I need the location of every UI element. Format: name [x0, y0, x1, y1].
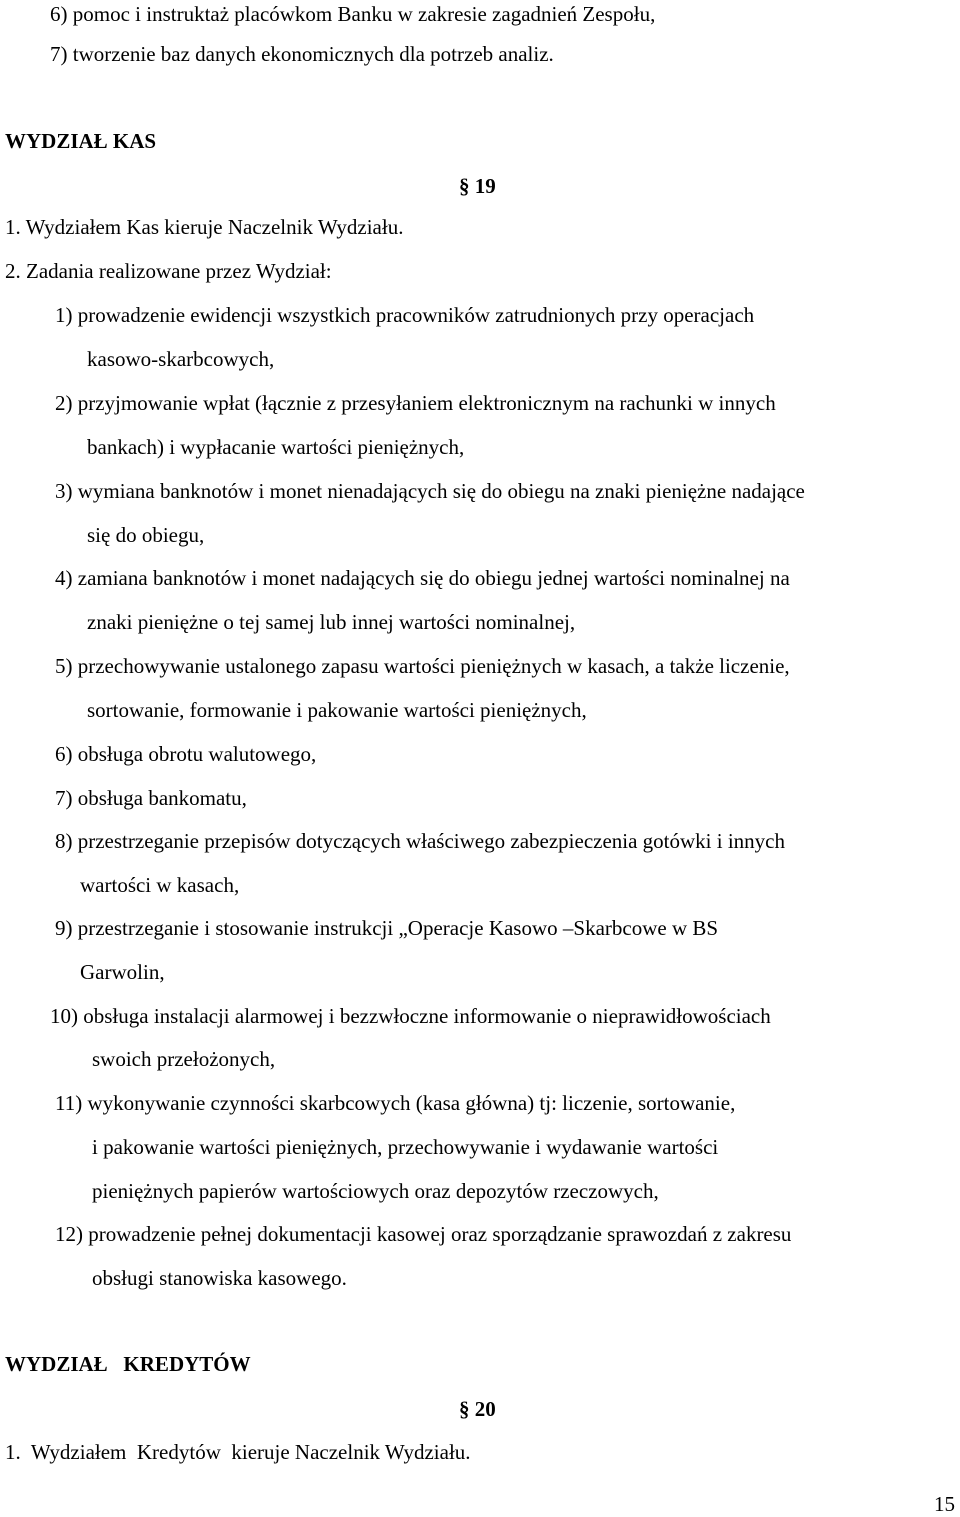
task-line: 10) obsługa instalacji alarmowej i bezzwłoczne informowanie o nieprawidłowościach [50, 1004, 771, 1028]
task-line: kasowo-skarbcowych, [87, 347, 275, 371]
task-line: 7) obsługa bankomatu, [55, 786, 247, 810]
paragraph-number-19: § 19 [459, 174, 496, 198]
point-1: 1. Wydziałem Kas kieruje Naczelnik Wydziału. [5, 215, 404, 239]
section-heading-kas: WYDZIAŁ KAS [5, 129, 157, 153]
task-line: sortowanie, formowanie i pakowanie wartości pieniężnych, [87, 698, 587, 722]
list-item: 7) tworzenie baz danych ekonomicznych dla potrzeb analiz. [50, 42, 554, 66]
task-line: wartości w kasach, [80, 873, 240, 897]
task-line: i pakowanie wartości pieniężnych, przechowywanie i wydawanie wartości [92, 1135, 719, 1159]
task-line: 8) przestrzeganie przepisów dotyczących właściwego zabezpieczenia gotówki i innych [55, 829, 786, 853]
point-2: 2. Zadania realizowane przez Wydział: [5, 259, 332, 283]
task-line: 1) prowadzenie ewidencji wszystkich pracowników zatrudnionych przy operacjach [55, 303, 755, 327]
point-1: 1. Wydziałem Kredytów kieruje Naczelnik Wydziału. [5, 1440, 471, 1464]
task-line: 9) przestrzeganie i stosowanie instrukcji „Operacje Kasowo –Skarbcowe w BS [55, 916, 719, 940]
task-line: znaki pieniężne o tej samej lub innej wartości nominalnej, [87, 610, 576, 634]
page-number: 15 [934, 1492, 955, 1516]
task-line: bankach) i wypłacanie wartości pieniężnych, [87, 435, 465, 459]
task-line: swoich przełożonych, [92, 1047, 276, 1071]
task-line: 4) zamiana banknotów i monet nadających się do obiegu jednej wartości nominalnej na [55, 566, 790, 590]
list-item: 6) pomoc i instruktaż placówkom Banku w zakresie zagadnień Zespołu, [50, 2, 656, 26]
task-line: 2) przyjmowanie wpłat (łącznie z przesyłaniem elektronicznym na rachunki w innych [55, 391, 776, 415]
task-line: się do obiegu, [87, 523, 205, 547]
task-line: obsługi stanowiska kasowego. [92, 1266, 347, 1290]
task-line: 6) obsługa obrotu walutowego, [55, 742, 317, 766]
paragraph-number-20: § 20 [459, 1397, 496, 1421]
task-line: 3) wymiana banknotów i monet nienadających się do obiegu na znaki pieniężne nadające [55, 479, 805, 503]
task-line: 5) przechowywanie ustalonego zapasu wartości pieniężnych w kasach, a także liczenie, [55, 654, 790, 678]
task-line: pieniężnych papierów wartościowych oraz depozytów rzeczowych, [92, 1179, 659, 1203]
task-line: Garwolin, [80, 960, 165, 984]
section-heading-kredyty: WYDZIAŁ KREDYTÓW [5, 1352, 251, 1376]
task-line: 12) prowadzenie pełnej dokumentacji kasowej oraz sporządzanie sprawozdań z zakresu [55, 1222, 792, 1246]
task-line: 11) wykonywanie czynności skarbcowych (kasa główna) tj: liczenie, sortowanie, [55, 1091, 736, 1115]
